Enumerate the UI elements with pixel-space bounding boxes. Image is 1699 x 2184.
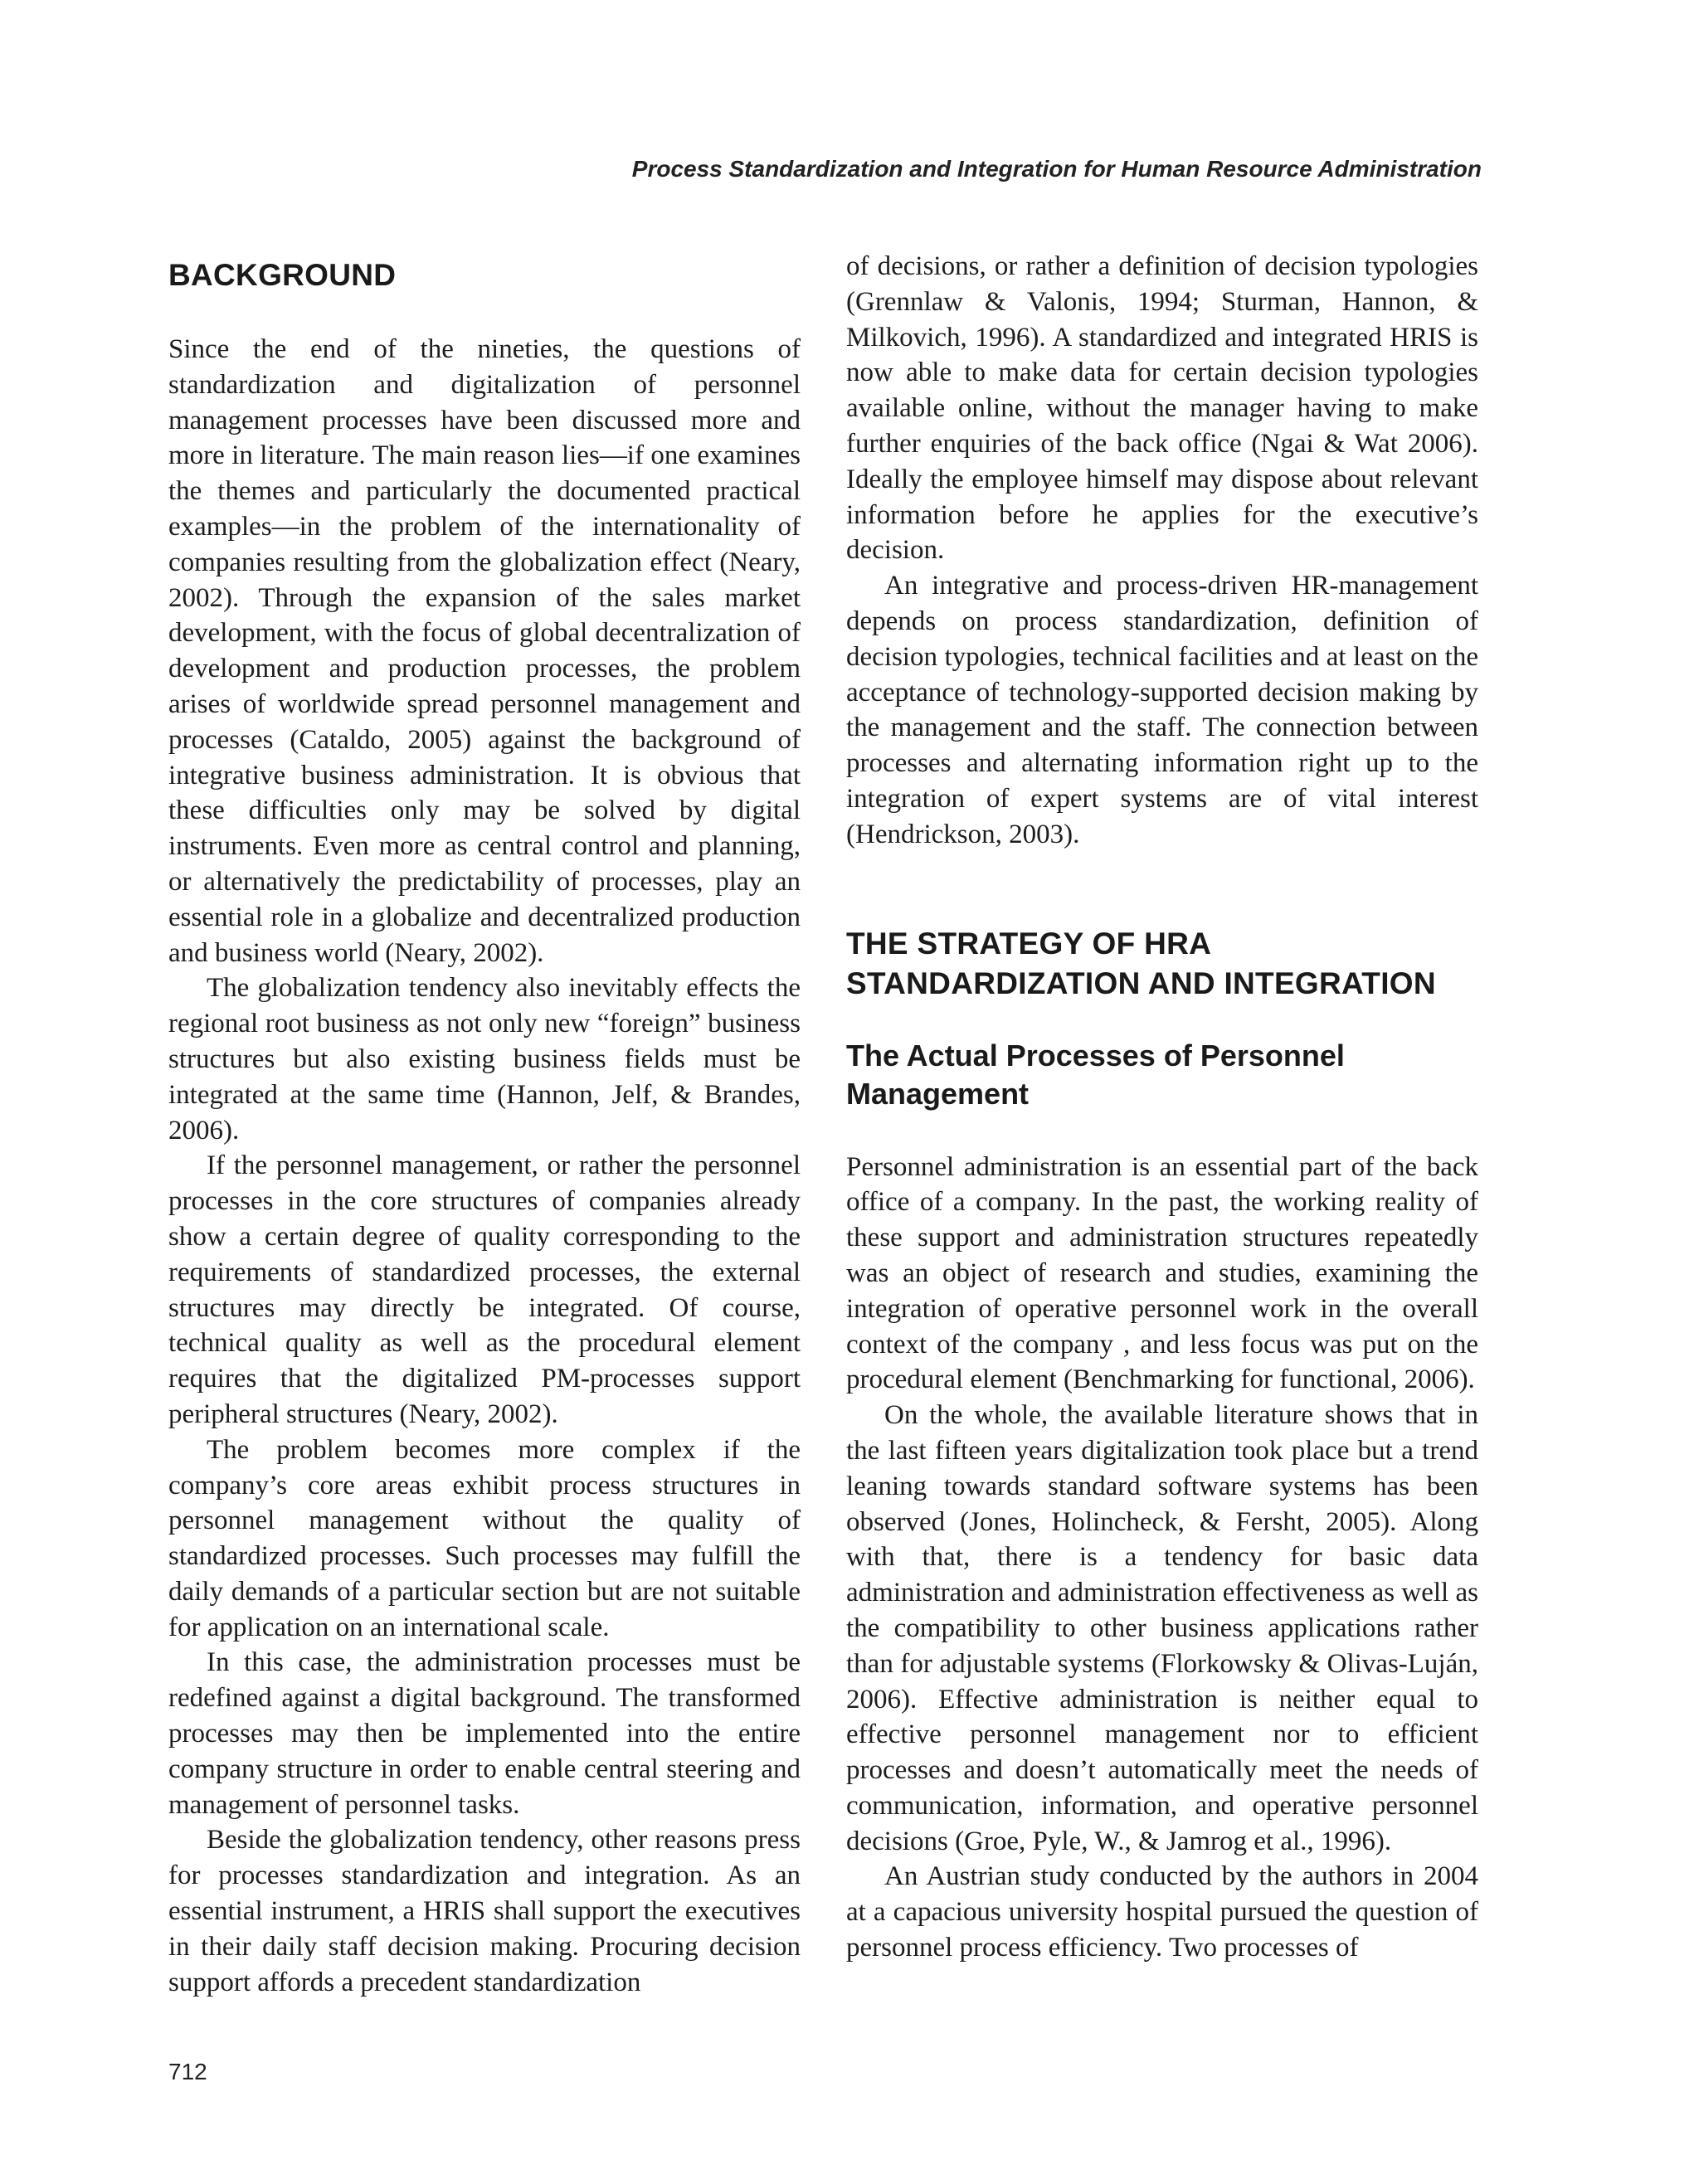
body-paragraph: Since the end of the nineties, the questions of standardization and digitalization of personnel management processes have been discussed more and more in literature. The main reason lies—if one examines the themes and particularly the documented practical examples—in the problem of the internationality of companies resulting from the globalization effect (Neary, 2002). Through the expansion of the sales market development, with the focus of global decentralization of development and production processes, the problem arises of worldwide spread personnel management and processes (Cataldo, 2005) against the background of integrative business administration. It is obvious that these difficulties only may be solved by digital instruments. Even more as central control and planning, or alternatively the predictability of processes, play an essential role in a globalize and decentralized production and business world (Neary, 2002). — [168, 334, 801, 968]
body-paragraph: The problem becomes more complex if the company’s core areas exhibit process structures in personnel management without the quality of standardized processes. Such processes may fulfill the daily demands of a particular section but are not suitable for application on an international scale. — [168, 1434, 801, 1642]
body-paragraph: Personnel administration is an essential part of the back office of a company. In the past, the working reality of these support and administration structures repeatedly was an object of research and studies, examining the integration of operative personnel work in the overall context of the company , and less focus was put on the procedural element (Benchmarking for functional, 2006). — [846, 1151, 1478, 1395]
section-heading-strategy — [846, 924, 1478, 1004]
body-paragraph: Beside the globalization tendency, other reasons press for processes standardization and integration. As an essential instrument, a HRIS shall support the executives in their daily staff decision making. Procuring decision support affords a precedent standardization — [168, 1825, 801, 1997]
body-paragraph: On the whole, the available literature shows that in the last fifteen years digitalization took place but a trend leaning towards standard software systems has been observed (Jones, Holincheck, & Fersht, 2005). Along with that, there is a tendency for basic data administration and administration effectiveness as well as the compatibility to other business applications rather than for adjustable systems (Florkowsky & Olivas-Luján, 2006). Effective administration is neither equal to effective personnel management nor to efficient processes and doesn’t automatically meet the needs of communication, information, and operative personnel decisions (Groe, Pyle, W., & Jamrog et al., 1996). — [846, 1400, 1478, 1856]
left-column — [168, 249, 801, 2000]
page-number: 712 — [168, 2059, 207, 2084]
section-heading-line: THE STRATEGY OF HRA — [846, 926, 1212, 961]
section-heading-background: BACKGROUND — [168, 258, 397, 292]
body-paragraph: If the personnel management, or rather the personnel processes in the core structures of companies already show a certain degree of quality corresponding to the requirements of standardized processes, the external structures may directly be integrated. Of course, technical quality as well as the procedural element requires that the digitalized PM-processes support peripheral structures (Neary, 2002). — [168, 1150, 801, 1429]
body-paragraph: of decisions, or rather a definition of decision typologies (Grennlaw & Valonis, 1994; Sturman, Hannon, & Milkovich, 1996). A standardized and integrated HRIS is now able to make data for certain decision typologies available online, without the manager having to make further enquiries of the back office (Ngai & Wat 2006). Ideally the employee himself may dispose about relevant information before he applies for the executive’s decision. — [846, 251, 1478, 566]
body-paragraph: An integrative and process-driven HR-management depends on process standardization, definition of decision typologies, technical facilities and at least on the acceptance of technology-supported decision making by the management and the staff. The connection between processes and alternating information right up to the integration of expert systems are of vital interest (Hendrickson, 2003). — [846, 571, 1478, 849]
subsection-heading-line: Management — [846, 1076, 1030, 1111]
body-paragraph: An Austrian study conducted by the authors in 2004 at a capacious university hospital pursued the question of personnel process efficiency. Two processes of — [846, 1861, 1478, 1963]
body-paragraph: In this case, the administration processes must be redefined against a digital background. The transformed processes may then be implemented into the entire company structure in order to enable central steering and management of personnel tasks. — [168, 1647, 801, 1820]
section-heading-line: STANDARDIZATION AND INTEGRATION — [846, 966, 1436, 1000]
body-paragraph: The globalization tendency also inevitably effects the regional root business as not only new “foreign” business structures but also existing business fields must be integrated at the same time (Hannon, Jelf, & Brandes, 2006). — [168, 973, 801, 1146]
subsection-heading-actual-processes — [846, 1037, 1478, 1113]
running-head: Process Standardization and Integration for Human Resource Administration — [631, 156, 1482, 182]
subsection-heading-line: The Actual Processes of Personnel — [846, 1038, 1345, 1073]
right-column — [846, 249, 1478, 1966]
